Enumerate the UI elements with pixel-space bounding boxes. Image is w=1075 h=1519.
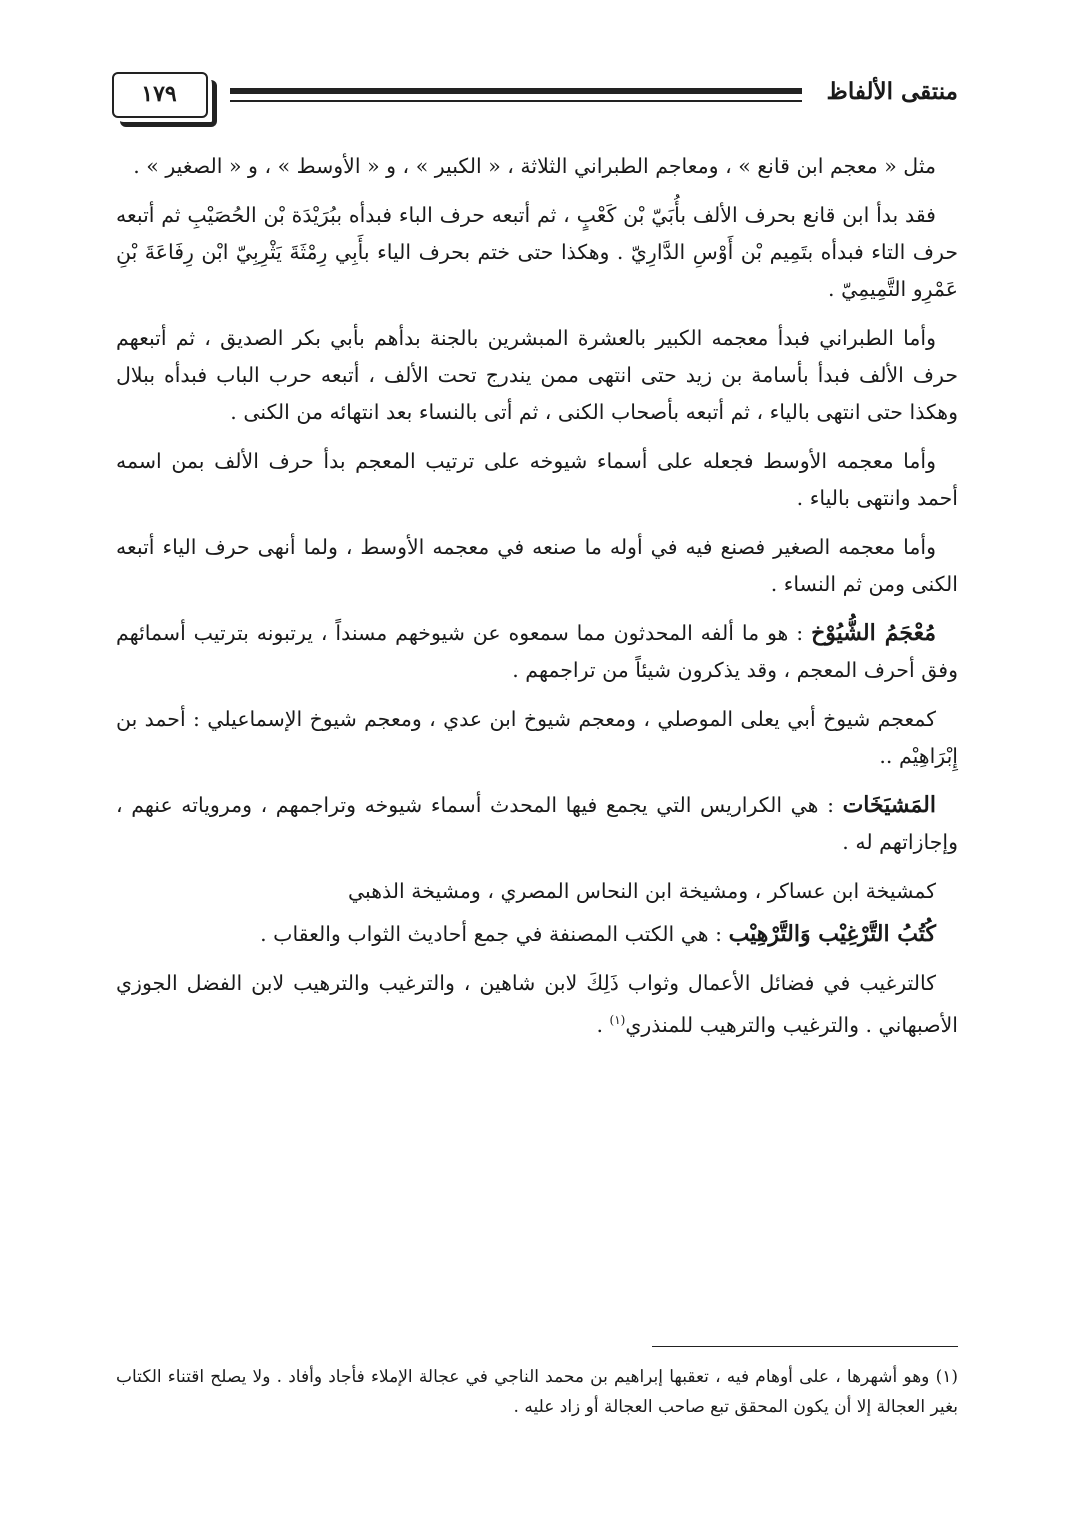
- running-title: منتقى الألفاظ: [826, 78, 958, 105]
- main-text: [116, 148, 958, 1056]
- paragraph-text: كالترغيب في فضائل الأعمال وثواب ذَلِكَ لابن شاهين ، والترغيب والترهيب لابن الفضل الجوزي الأصبهاني . والترغيب والترهيب للمنذري: [116, 971, 958, 1037]
- footnote-reference[interactable]: (١): [609, 1013, 626, 1027]
- header-rule-thick: [230, 88, 802, 94]
- paragraph: [116, 320, 958, 431]
- footnote-separator: [652, 1346, 958, 1347]
- paragraph: [116, 701, 958, 775]
- paragraph-text: كمشيخة ابن عساكر ، ومشيخة ابن النحاس المصري ، ومشيخة الذهبي: [347, 879, 936, 903]
- paragraph-text: فقد بدأ ابن قانع بحرف الألف بأُبَيّ بْن كَعْبٍ ، ثم أتبعه حرف الباء فبدأه ببُرَيْدَة بْن الحُصَيْبِ ثم أتبعه حرف التاء فبدأه بتَمِيم بْن أَوْسِ الدَّارِيّ . وهكذا حتى ختم بحرف الياء بأَبِي رِمْثَةَ يَثْرِبِيّ ابْن رِفَاعَةَ بْنِ عَمْرِو التَّمِيمِيّ .: [116, 203, 958, 301]
- definition-paragraph: [116, 787, 958, 861]
- definition-text: : هي الكتب المصنفة في جمع أحاديث الثواب والعقاب .: [260, 922, 729, 946]
- definition-text: : هو ما ألفه المحدثون مما سمعوه عن شيوخهم مسنداً ، يرتبونه بترتيب أسمائهم وفق أحرف المعجم ، وقد يذكرون شيئاً من تراجمهم .: [116, 621, 958, 682]
- defined-term: المَشيَخَات: [842, 792, 936, 818]
- footnote: [116, 1362, 958, 1422]
- paragraph: [116, 443, 958, 517]
- footnote-number: (١): [935, 1367, 958, 1387]
- paragraph-text: وأما الطبراني فبدأ معجمه الكبير بالعشرة المبشرين بالجنة بدأهم بأبي بكر الصديق ، ثم أتبعهم حرف الألف فبدأ بأسامة بن زيد حتى انتهى ممن يندرج تحت الألف ، أتبعه حرب الباب فبدأه ببلال وهكذا حتى انتهى بالياء ، ثم أتبعه بأصحاب الكنى ، ثم أتى بالنساء بعد انتهائه من الكنى .: [116, 326, 958, 424]
- page-header: [112, 70, 958, 130]
- definition-paragraph: [116, 916, 958, 953]
- paragraph: [116, 148, 958, 185]
- paragraph-text: وأما معجمه الأوسط فجعله على أسماء شيوخه على ترتيب المعجم بدأ حرف الألف بمن اسمه أحمد وانتهى بالياء .: [116, 449, 958, 510]
- header-rule-thin: [230, 100, 802, 102]
- footnote-text: وهو أشهرها ، على أوهام فيه ، تعقبها إبراهيم بن محمد الناجي في عجالة الإملاء فأجاد وأفاد . ولا يصلح اقتناء الكتاب بغير العجالة إلا أن يكون المحقق تبع صاحب العجالة أو زاد عليه .: [116, 1367, 958, 1417]
- definition-text: : هي الكراريس التي يجمع فيها المحدث أسماء شيوخه وتراجمهم ، ومروياته عنهم ، وإجازاتهم له .: [116, 793, 958, 854]
- paragraph: [116, 965, 958, 1044]
- defined-term: كُتُبُ التَّرْغِيْب وَالتَّرْهِيْب: [728, 921, 936, 947]
- paragraph-text: وأما معجمه الصغير فصنع فيه في أوله ما صنعه في معجمه الأوسط ، ولما أنهى حرف الياء أتبعه الكنى ومن ثم النساء .: [116, 535, 958, 596]
- paragraph-tail: .: [596, 1012, 610, 1037]
- paragraph: [116, 197, 958, 308]
- page-number-box: [112, 72, 212, 120]
- paragraph: [116, 529, 958, 603]
- definition-paragraph: [116, 615, 958, 689]
- defined-term: مُعْجَمُ الشُّيُوْخ: [811, 620, 937, 646]
- paragraph-text: كمعجم شيوخ أبي يعلى الموصلي ، ومعجم شيوخ ابن عدي ، ومعجم شيوخ الإسماعيلي : أحمد بن إِبْرَاهِيْم ..: [116, 707, 958, 768]
- page-number: ١٧٩: [141, 81, 177, 107]
- paragraph: [116, 873, 958, 910]
- paragraph-text: مثل « معجم ابن قانع » ، ومعاجم الطبراني الثلاثة ، « الكبير » ، و « الأوسط » ، و « الصغير » .: [133, 154, 936, 178]
